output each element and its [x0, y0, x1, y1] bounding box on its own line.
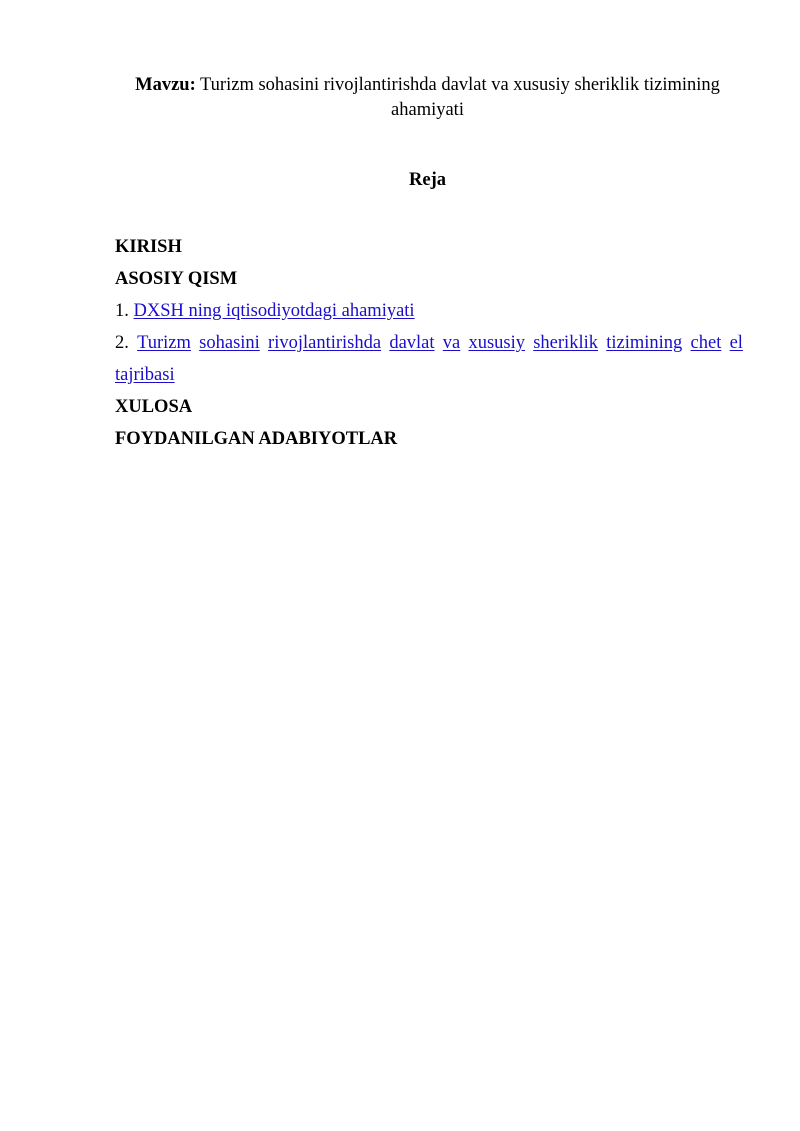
toc-item-2-link-word[interactable]: rivojlantirishda: [268, 333, 382, 353]
toc-item-1-number: 1.: [115, 301, 129, 321]
topic-heading: [100, 73, 755, 123]
topic-text-line1: Turizm sohasini rivojlantirishda davlat va xususiy sheriklik tizimining: [200, 75, 720, 95]
table-of-contents: [115, 233, 743, 457]
toc-references: FOYDANILGAN ADABIYOTLAR: [115, 429, 398, 449]
toc-item-1: [115, 297, 743, 329]
toc-conclusion: XULOSA: [115, 397, 193, 417]
toc-item-2-link-word[interactable]: sohasini: [199, 333, 260, 353]
toc-item-2-link-word[interactable]: tizimining: [606, 333, 683, 353]
toc-item-1-link[interactable]: DXSH ning iqtisodiyotdagi ahamiyati: [133, 301, 415, 321]
plan-title: Reja: [409, 170, 446, 190]
toc-intro: KIRISH: [115, 237, 182, 257]
toc-item-2-link-word[interactable]: Turizm: [137, 333, 191, 353]
toc-item-2-link-word[interactable]: el: [729, 333, 743, 353]
toc-item-2-link-word[interactable]: sheriklik: [533, 333, 598, 353]
toc-item-2-link-continuation[interactable]: tajribasi: [115, 365, 175, 385]
toc-item-2-link-word[interactable]: xususiy: [468, 333, 525, 353]
toc-item-2-line2: [115, 361, 743, 393]
toc-main-part: ASOSIY QISM: [115, 269, 238, 289]
topic-text-line2: ahamiyati: [391, 100, 464, 120]
toc-item-2-number: 2.: [115, 333, 129, 353]
toc-item-2-link-word[interactable]: davlat: [389, 333, 435, 353]
toc-item-2-line1: [115, 329, 743, 361]
toc-item-2-link-word[interactable]: va: [442, 333, 461, 353]
toc-item-2-link-word[interactable]: chet: [690, 333, 722, 353]
topic-label: Mavzu:: [135, 75, 196, 95]
